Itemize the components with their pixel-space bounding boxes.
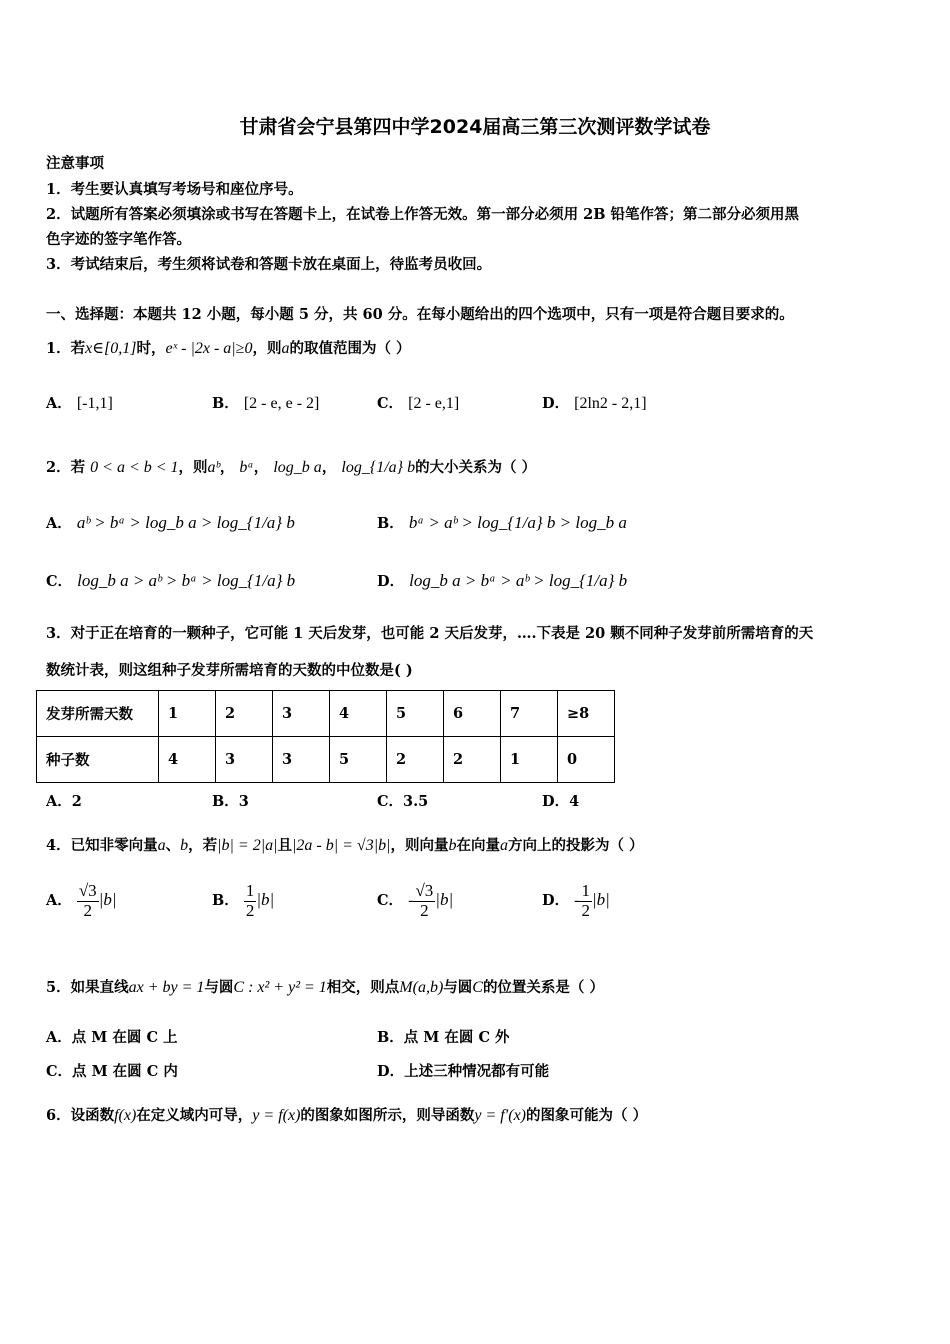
notice-item: 1．考生要认真填写考场号和座位序号。 <box>46 181 303 198</box>
table-cell: 1 <box>159 691 216 737</box>
q2-option-c[interactable]: C． log_b a > aᵇ > bᵃ > log_{1/a} b <box>46 571 296 590</box>
table-cell: 3 <box>216 737 273 783</box>
table-cell: 种子数 <box>37 737 159 783</box>
q4-option-a[interactable]: A． $\frac{√3}{2}$ |b| <box>46 881 117 920</box>
table-cell: 3 <box>273 691 330 737</box>
table-row <box>37 691 615 737</box>
q5-option-a[interactable]: A．点 M 在圆 C 上 <box>46 1029 178 1046</box>
table-cell: 7 <box>501 691 558 737</box>
q1-option-d[interactable]: D． [2ln2 - 2,1] <box>542 395 647 412</box>
q1-option-b[interactable]: B． [2 - e, e - 2] <box>212 395 320 412</box>
notice-item: 色字迹的签字笔作答。 <box>46 231 191 248</box>
table-cell: 5 <box>330 737 387 783</box>
table-cell: 4 <box>159 737 216 783</box>
question-3-line1: 3．对于正在培育的一颗种子，它可能 1 天后发芽，也可能 2 天后发芽，….下表是 20 颗不同种子发芽前所需培育的天 <box>46 625 814 642</box>
table-row <box>37 737 615 783</box>
table-cell: 2 <box>444 737 501 783</box>
table-cell: 3 <box>273 737 330 783</box>
q4-option-b[interactable]: B． $\frac{1}{2}$ |b| <box>212 881 275 920</box>
question-4: 4．已知非零向量a、b，若|b| = 2|a|且|2a - b| = √3|b|，则向量b在向量a方向上的投影为（ ） <box>46 837 644 854</box>
q3-option-a[interactable]: A．2 <box>46 793 82 810</box>
q4-option-c[interactable]: C． - $\frac{√3}{2}$ |b| <box>377 881 454 920</box>
germination-table <box>36 690 615 783</box>
question-6: 6．设函数f(x)在定义域内可导，y = f(x)的图象如图所示，则导函数y = f′(x)的图象可能为（ ） <box>46 1107 648 1124</box>
table-cell: 4 <box>330 691 387 737</box>
notice-item: 2．试题所有答案必须填涂或书写在答题卡上，在试卷上作答无效。第一部分必须用 2B 铅笔作答；第二部分必须用黑 <box>46 206 800 223</box>
q3-option-c[interactable]: C．3.5 <box>377 793 429 810</box>
q1-option-c[interactable]: C． [2 - e,1] <box>377 395 460 412</box>
table-cell: 发芽所需天数 <box>37 691 159 737</box>
notice-item: 3．考试结束后，考生须将试卷和答题卡放在桌面上，待监考员收回。 <box>46 256 492 273</box>
notice-heading: 注意事项 <box>46 155 104 172</box>
table-cell: 2 <box>387 737 444 783</box>
question-2: 2．若 0 < a < b < 1，则aᵇ， bᵃ， log_b a， log_{1/a} b的大小关系为（ ） <box>46 459 537 476</box>
q1-math: x∈[0,1] <box>85 340 137 357</box>
question-1: 1．若x∈[0,1]时，eˣ - |2x - a|≥0，则a的取值范围为（ ） <box>46 340 411 357</box>
q5-option-b[interactable]: B．点 M 在圆 C 外 <box>377 1029 510 1046</box>
q4-option-d[interactable]: D． - $\frac{1}{2}$ |b| <box>542 881 610 920</box>
q5-option-d[interactable]: D．上述三种情况都有可能 <box>377 1063 550 1080</box>
table-cell: ≥8 <box>558 691 615 737</box>
page-title: 甘肃省会宁县第四中学2024届高三第三次测评数学试卷 <box>239 116 711 138</box>
q1-math: eˣ - |2x - a|≥0 <box>165 340 253 357</box>
question-3-line2: 数统计表，则这组种子发芽所需培育的天数的中位数是( ) <box>46 662 413 679</box>
table-cell: 1 <box>501 737 558 783</box>
q1-math: a <box>281 340 290 357</box>
q2-option-d[interactable]: D． log_b a > bᵃ > aᵇ > log_{1/a} b <box>377 571 628 590</box>
q2-option-a[interactable]: A． aᵇ > bᵃ > log_b a > log_{1/a} b <box>46 513 295 532</box>
q5-option-c[interactable]: C．点 M 在圆 C 内 <box>46 1063 178 1080</box>
section-heading: 一、选择题：本题共 12 小题，每小题 5 分，共 60 分。在每小题给出的四个选项中，只有一项是符合题目要求的。 <box>46 306 794 323</box>
q1-option-a[interactable]: A． [-1,1] <box>46 395 113 412</box>
q3-option-d[interactable]: D．4 <box>542 793 580 810</box>
table-cell: 0 <box>558 737 615 783</box>
table-cell: 6 <box>444 691 501 737</box>
q2-option-b[interactable]: B． bᵃ > aᵇ > log_{1/a} b > log_b a <box>377 513 627 532</box>
q3-option-b[interactable]: B．3 <box>212 793 249 810</box>
question-5: 5．如果直线ax + by = 1与圆C : x² + y² = 1相交，则点M(a,b)与圆C的位置关系是（ ） <box>46 979 604 996</box>
table-cell: 5 <box>387 691 444 737</box>
table-cell: 2 <box>216 691 273 737</box>
